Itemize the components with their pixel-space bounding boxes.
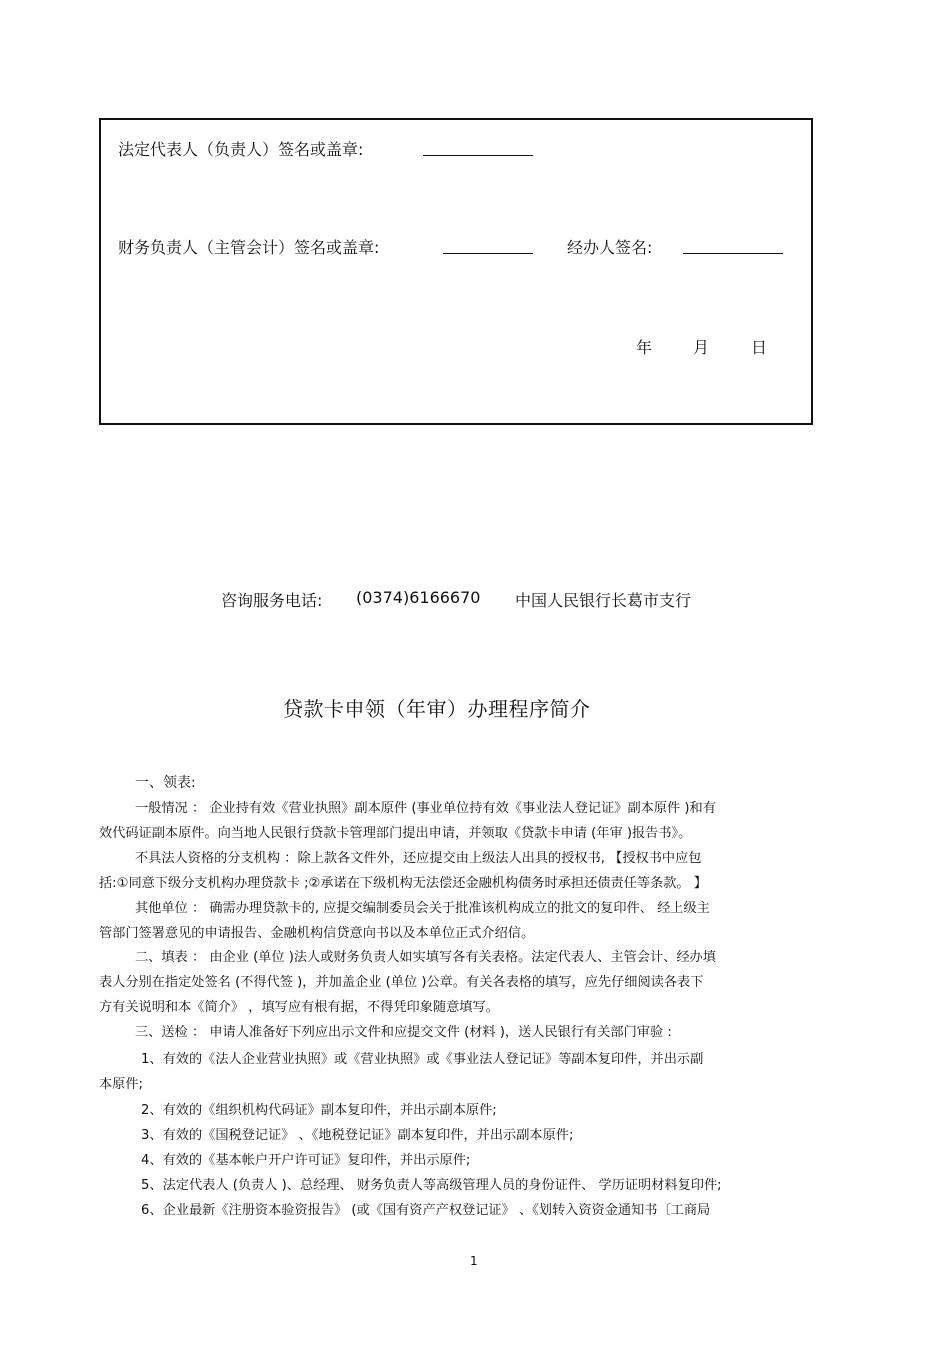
contact-phone-number: (0374)6166670 — [356, 588, 481, 607]
paragraph-line: 表人分别在指定处签名 (不得代签 )，并加盖企业 (单位 )公章。有关各表格的填写，应先仔细阅读各表下 — [99, 975, 704, 990]
legal-rep-signature-label: 法定代表人（负责人）签名或盖章: — [118, 140, 364, 159]
paragraph-line: 一般情况 ： 企业持有效《营业执照》副本原件 (事业单位持有效《事业法人登记证》副本原件 )和有 — [135, 801, 716, 816]
contact-bank-name: 中国人民银行长葛市支行 — [515, 591, 692, 610]
paragraph-line: 括:①同意下级分支机构办理贷款卡 ;②承诺在下级机构无法偿还金融机构债务时承担还债责任等条款。 】 — [99, 876, 707, 891]
finance-signature-line[interactable] — [443, 253, 533, 254]
list-item-continuation: 本原件; — [99, 1077, 144, 1092]
contact-phone-label: 咨询服务电话: — [221, 591, 323, 610]
paragraph-line: 其他单位 ： 确需办理贷款卡的, 应提交编制委员会关于批准该机构成立的批文的复印件、 经上级主 — [135, 901, 710, 916]
paragraph-line: 管部门签署意见的申请报告、金融机构信贷意向书以及本单位正式介绍信。 — [99, 926, 535, 941]
list-item: 6、企业最新《注册资本验资报告》 (或《国有资产产权登记证》 、《划转入资资金通知书〔工商局 — [141, 1203, 711, 1218]
handler-signature-label: 经办人签名: — [567, 238, 653, 257]
paragraph-line: 二、填表 ： 由企业 (单位 )法人或财务负责人如实填写各有关表格。法定代表人、主管会计、经办填 — [135, 950, 716, 965]
page-number: 1 — [470, 1254, 478, 1268]
section-1-heading: 一、领表: — [135, 775, 196, 791]
list-item: 5、法定代表人 (负责人 )、总经理、 财务负责人等高级管理人员的身份证件、 学历证明材料复印件; — [141, 1178, 722, 1193]
paragraph-line: 三、送检 ： 申请人准备好下列应出示文件和应提交文件 (材料 )，送人民银行有关部门审验 : — [135, 1025, 672, 1040]
date-year: 年 — [636, 338, 653, 357]
paragraph-line: 效代码证副本原件。向当地人民银行贷款卡管理部门提出申请，并领取《贷款卡申请 (年审 )报告书》。 — [99, 826, 692, 841]
document-title: 贷款卡申领（年审）办理程序简介 — [283, 697, 591, 721]
handler-signature-line[interactable] — [683, 253, 783, 254]
list-item: 4、有效的《基本帐户开户许可证》复印件，并出示原件; — [141, 1153, 471, 1168]
paragraph-line: 不具法人资格的分支机构 ：除上款各文件外，还应提交由上级法人出具的授权书, 【授权书中应包 — [135, 851, 702, 866]
list-item: 2、有效的《组织机构代码证》副本复印件，并出示副本原件; — [141, 1103, 497, 1118]
legal-rep-signature-line[interactable] — [423, 155, 533, 156]
list-item: 3、有效的《国税登记证》 、《地税登记证》副本复印件，并出示副本原件; — [141, 1128, 574, 1143]
list-item: 1、有效的《法人企业营业执照》或《营业执照》或《事业法人登记证》等副本复印件，并出示副 — [141, 1052, 704, 1067]
date-month: 月 — [693, 338, 710, 357]
date-day: 日 — [751, 338, 768, 357]
paragraph-line: 方有关说明和本《简介》 ，填写应有根有据，不得凭印象随意填写。 — [99, 1000, 499, 1015]
finance-signature-label: 财务负责人（主管会计）签名或盖章: — [118, 238, 380, 257]
signature-box — [99, 118, 813, 425]
